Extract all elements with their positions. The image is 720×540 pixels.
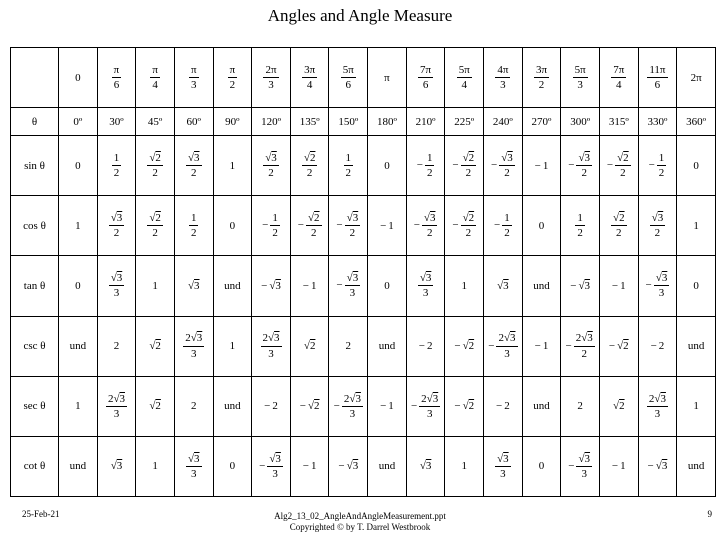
table-cell: $\frac{√3}{3}$	[97, 256, 136, 316]
table-cell: 1	[445, 436, 484, 496]
table-cell: 150º	[329, 108, 368, 136]
table-cell: 2	[174, 376, 213, 436]
trig-values-table	[10, 47, 716, 497]
table-cell: 2π	[677, 48, 716, 108]
table-cell: und	[677, 436, 716, 496]
table-cell: √2	[290, 316, 329, 376]
table-cell: $\frac{1}{2}$	[561, 196, 600, 256]
table-row	[11, 136, 716, 196]
row-label: cos θ	[11, 196, 59, 256]
table-cell: − $\frac{√3}{2}$	[329, 196, 368, 256]
table-cell: $\frac{5\pi}{4}$	[445, 48, 484, 108]
table-cell: − $\frac{1}{2}$	[638, 136, 677, 196]
table-cell: 0	[677, 136, 716, 196]
table-cell: $\frac{√3}{3}$	[406, 256, 445, 316]
table-cell: − $\frac{√3}{3}$	[638, 256, 677, 316]
table-cell: 2	[561, 376, 600, 436]
table-cell: − √2	[445, 376, 484, 436]
table-row	[11, 376, 716, 436]
table-cell: und	[368, 436, 407, 496]
table-cell: √2	[136, 376, 175, 436]
table-cell: − $\frac{2√3}{3}$	[406, 376, 445, 436]
table-cell: − $\frac{√3}{3}$	[252, 436, 291, 496]
table-cell: − 1	[368, 376, 407, 436]
table-cell: $\frac{2\pi}{3}$	[252, 48, 291, 108]
table-cell: − $\frac{√3}{3}$	[561, 436, 600, 496]
table-cell: − 1	[599, 436, 638, 496]
table-cell: 0	[677, 256, 716, 316]
footer-file-info	[200, 511, 520, 533]
table-cell: 240º	[484, 108, 523, 136]
table-cell: − $\frac{√2}{2}$	[445, 136, 484, 196]
row-label: sin θ	[11, 136, 59, 196]
table-cell: 1	[59, 376, 98, 436]
table-row	[11, 256, 716, 316]
table-cell: − $\frac{1}{2}$	[406, 136, 445, 196]
table-cell: $\frac{√3}{2}$	[638, 196, 677, 256]
table-cell: $\frac{4\pi}{3}$	[484, 48, 523, 108]
table-cell: 0	[368, 256, 407, 316]
table-cell: 2	[329, 316, 368, 376]
table-cell: 1	[677, 376, 716, 436]
table-cell: − $\frac{√3}{2}$	[561, 136, 600, 196]
table-cell: $\frac{√3}{3}$	[484, 436, 523, 496]
table-cell: $\frac{√3}{2}$	[174, 136, 213, 196]
table-cell: − √3	[329, 436, 368, 496]
table-cell: 0	[522, 436, 561, 496]
table-cell: 360º	[677, 108, 716, 136]
row-label: csc θ	[11, 316, 59, 376]
table-cell: − 1	[522, 316, 561, 376]
table-cell: − $\frac{2√3}{3}$	[484, 316, 523, 376]
table-cell: $\frac{\pi}{3}$	[174, 48, 213, 108]
table-cell: 1	[213, 136, 252, 196]
table-cell: √3	[174, 256, 213, 316]
table-cell: − $\frac{1}{2}$	[252, 196, 291, 256]
table-cell: $\frac{√3}{2}$	[252, 136, 291, 196]
table-cell: √2	[136, 316, 175, 376]
table-cell: − $\frac{√3}{2}$	[406, 196, 445, 256]
table-cell: $\frac{√2}{2}$	[290, 136, 329, 196]
table-cell: $\frac{\pi}{4}$	[136, 48, 175, 108]
row-label: cot θ	[11, 436, 59, 496]
table-cell: √3	[97, 436, 136, 496]
table-cell: − $\frac{1}{2}$	[484, 196, 523, 256]
table-cell: √3	[484, 256, 523, 316]
radians-header-row	[11, 48, 716, 108]
table-cell: $\frac{2√3}{3}$	[252, 316, 291, 376]
row-label: θ	[11, 108, 59, 136]
table-cell: 1	[59, 196, 98, 256]
row-label	[11, 48, 59, 108]
table-cell: 330º	[638, 108, 677, 136]
table-cell: 135º	[290, 108, 329, 136]
table-cell: $\frac{3\pi}{2}$	[522, 48, 561, 108]
slide-title: Angles and Angle Measure	[267, 6, 453, 25]
table-cell: 0	[213, 196, 252, 256]
table-cell: $\frac{7\pi}{4}$	[599, 48, 638, 108]
row-label: sec θ	[11, 376, 59, 436]
table-cell: − 1	[368, 196, 407, 256]
table-cell: 90º	[213, 108, 252, 136]
footer-filename: Alg2_13_02_AngleAndAngleMeasurement.ppt	[274, 511, 446, 521]
table-cell: 0º	[59, 108, 98, 136]
degrees-header-row	[11, 108, 716, 136]
table-cell: 1	[677, 196, 716, 256]
table-cell: π	[368, 48, 407, 108]
table-cell: − $\frac{√3}{2}$	[484, 136, 523, 196]
table-cell: − $\frac{√2}{2}$	[599, 136, 638, 196]
table-cell: und	[59, 316, 98, 376]
table-cell: 0	[213, 436, 252, 496]
table-cell: 315º	[599, 108, 638, 136]
footer-copyright: Copyrighted © by T. Darrel Westbrook	[289, 521, 431, 532]
table-cell: − √2	[290, 376, 329, 436]
table-cell: 225º	[445, 108, 484, 136]
table-cell: − 1	[599, 256, 638, 316]
table-cell: − √3	[561, 256, 600, 316]
table-cell: und	[213, 376, 252, 436]
table-cell: $\frac{2√3}{3}$	[97, 376, 136, 436]
table-cell: 60º	[174, 108, 213, 136]
table-cell: 0	[59, 256, 98, 316]
table-cell: − $\frac{√3}{3}$	[329, 256, 368, 316]
table-cell: $\frac{11\pi}{6}$	[638, 48, 677, 108]
table-cell: $\frac{\pi}{6}$	[97, 48, 136, 108]
table-cell: und	[213, 256, 252, 316]
table-cell: √2	[599, 376, 638, 436]
table-cell: − $\frac{√2}{2}$	[445, 196, 484, 256]
table-cell: 300º	[561, 108, 600, 136]
table-cell: − 1	[522, 136, 561, 196]
table-cell: $\frac{√2}{2}$	[136, 196, 175, 256]
table-cell: $\frac{2√3}{3}$	[638, 376, 677, 436]
table-cell: $\frac{√2}{2}$	[136, 136, 175, 196]
table-cell: − √3	[252, 256, 291, 316]
table-cell: und	[59, 436, 98, 496]
table-cell: $\frac{7\pi}{6}$	[406, 48, 445, 108]
table-cell: − √3	[638, 436, 677, 496]
table-cell: 1	[136, 436, 175, 496]
table-cell: $\frac{1}{2}$	[329, 136, 368, 196]
table-cell: 210º	[406, 108, 445, 136]
table-cell: $\frac{3\pi}{4}$	[290, 48, 329, 108]
table-cell: − 1	[290, 436, 329, 496]
table-cell: $\frac{5\pi}{3}$	[561, 48, 600, 108]
table-cell: − 2	[638, 316, 677, 376]
table-cell: und	[368, 316, 407, 376]
table-cell: 180º	[368, 108, 407, 136]
footer-date: 25-Feb-21	[22, 509, 60, 519]
table-cell: $\frac{2√3}{3}$	[174, 316, 213, 376]
table-cell: $\frac{√2}{2}$	[599, 196, 638, 256]
table-cell: $\frac{√3}{3}$	[174, 436, 213, 496]
table-cell: 45º	[136, 108, 175, 136]
table-cell: − $\frac{2√3}{3}$	[329, 376, 368, 436]
table-cell: − 2	[406, 316, 445, 376]
table-row	[11, 316, 716, 376]
table-cell: und	[677, 316, 716, 376]
table-cell: 0	[59, 48, 98, 108]
table-cell: − 1	[290, 256, 329, 316]
table-cell: 120º	[252, 108, 291, 136]
table-cell: − $\frac{√2}{2}$	[290, 196, 329, 256]
table-cell: $\frac{1}{2}$	[97, 136, 136, 196]
table-cell: − 2	[484, 376, 523, 436]
table-cell: $\frac{1}{2}$	[174, 196, 213, 256]
table-cell: $\frac{√3}{2}$	[97, 196, 136, 256]
page-number: 9	[707, 509, 712, 519]
table-cell: √3	[406, 436, 445, 496]
table-cell: − √2	[445, 316, 484, 376]
table-cell: 1	[213, 316, 252, 376]
table-cell: 0	[59, 136, 98, 196]
table-cell: − $\frac{2√3}{2}$	[561, 316, 600, 376]
table-cell: 30º	[97, 108, 136, 136]
row-label: tan θ	[11, 256, 59, 316]
table-cell: 270º	[522, 108, 561, 136]
table-cell: und	[522, 256, 561, 316]
table-cell: − √2	[599, 316, 638, 376]
table-cell: 1	[445, 256, 484, 316]
table-cell: $\frac{5\pi}{6}$	[329, 48, 368, 108]
table-cell: $\frac{\pi}{2}$	[213, 48, 252, 108]
table-cell: − 2	[252, 376, 291, 436]
table-row	[11, 196, 716, 256]
table-cell: 1	[136, 256, 175, 316]
table-cell: 2	[97, 316, 136, 376]
table-cell: 0	[368, 136, 407, 196]
table-cell: 0	[522, 196, 561, 256]
table-row	[11, 436, 716, 496]
table-cell: und	[522, 376, 561, 436]
